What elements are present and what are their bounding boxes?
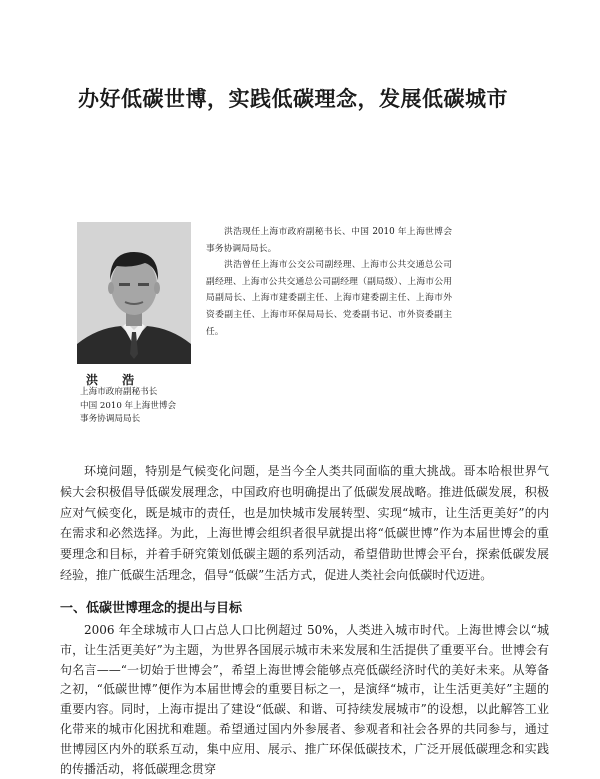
author-name: 洪 浩 — [86, 373, 145, 387]
author-caption — [80, 386, 176, 427]
article-title: 办好低碳世博，实践低碳理念，发展低碳城市 — [78, 86, 508, 111]
author-caption-line: 中国 2010 年上海世博会 — [80, 400, 177, 411]
intro-paragraph: 环境问题，特别是气候变化问题，是当今全人类共同面临的重大挑战。哥本哈根世界气候大会积极倡导低碳发展理念，中国政府也明确提出了低碳发展战略。推进低碳发展，积极应对气候变化，既是城市的责任，也是加快城市发展转型、实现“城市，让生活更美好”的内在需求和必然选择。为此，上海世博会组织者很早就提出将“低碳世博”作为本届世博会的重要理念和目标，并着手研究策划低碳主题的系列活动，希望借助世博会平台，探索低碳发展经验，推广低碳生活理念，倡导“低碳”生活方式，促进人类社会向低碳时代迈进。 — [60, 464, 549, 582]
author-portrait — [77, 222, 191, 364]
author-caption-line: 上海市政府副秘书长 — [80, 387, 158, 397]
author-caption-line: 事务协调局局长 — [80, 414, 141, 425]
author-bio — [206, 224, 452, 340]
bio-paragraph-current: 洪浩现任上海市政府副秘书长、中国 2010 年上海世博会事务协调局局长。 — [206, 227, 452, 254]
bio-paragraph-career: 洪浩曾任上海市公交公司副经理、上海市公共交通总公司副经理、上海市公共交通总公司副经理（副局级）、上海市公用局副局长、上海市建委副主任、上海市建委副主任、上海市外资委副主任、上海市环保局局长、党委副书记、市外资委副主任。 — [206, 260, 452, 337]
section-heading: 一、低碳世博理念的提出与目标 — [60, 601, 243, 616]
body-paragraph: 2006 年全球城市人口占总人口比例超过 50%，人类进入城市时代。上海世博会以“城市，让生活更美好”为主题，为世界各国展示城市未来发展和生活提供了重要平台。世博会有句名言——“一切始于世博会”，希望上海世博会能够点亮低碳经济时代的美好未来。从筹备之初，“低碳世博”便作为本届世博会的重要目标之一，是演绎“城市，让生活更美好”主题的重要内容。同时，上海市提出了建设“低碳、和谐、可持续发展城市”的设想，以此解答工业化带来的城市化困扰和难题。希望通过国内外参展者、参观者和社会各界的共同参与，通过世博园区内外的联系互动，集中应用、展示、推广环保低碳技术，广泛开展低碳理念和实践的传播活动，将低碳理念贯穿 — [60, 623, 549, 776]
